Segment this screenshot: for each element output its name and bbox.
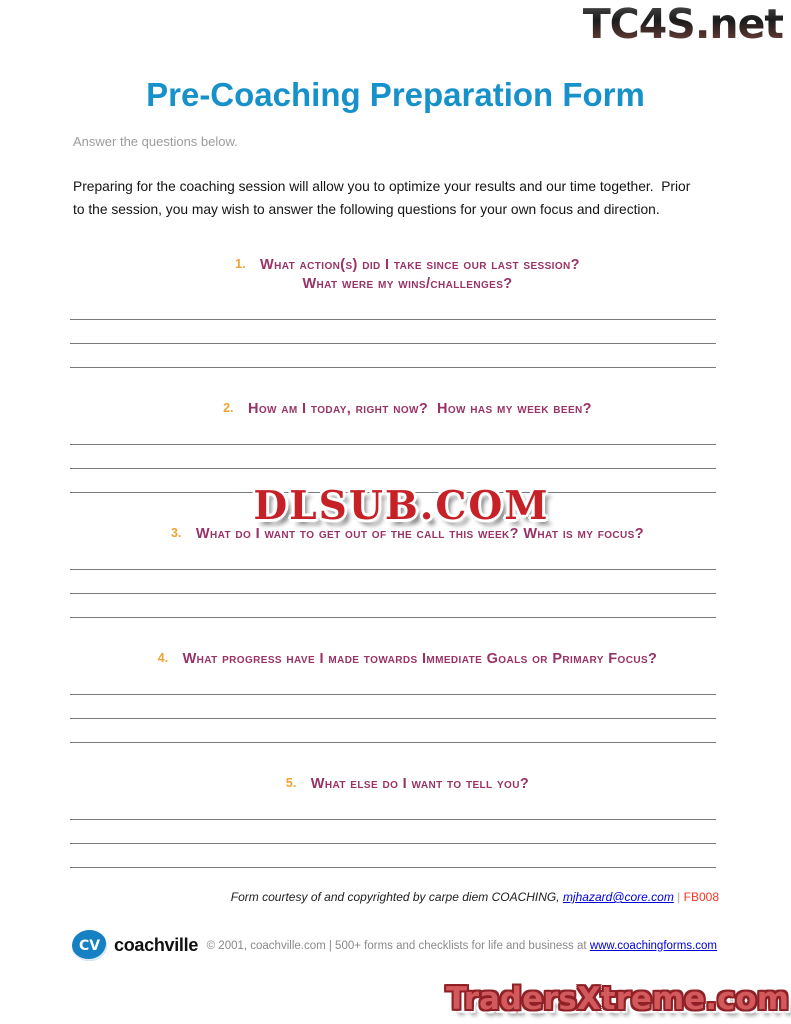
question-5-text: What else do I want to tell you? [310,776,530,792]
question-1-text: What action(s) did I take since our last session? [259,257,580,273]
footer-brand-row [72,930,717,961]
intro-paragraph [73,176,791,221]
coachville-logo [72,930,198,961]
question-1-title [0,255,791,294]
cv-logo-icon [72,930,107,961]
coachville-wordmark: coachville [114,935,199,955]
watermark-dlsub: DLSUB.COM [253,483,550,529]
question-1-answer-area [70,294,716,368]
question-2-number: 2. [223,401,234,415]
question-3-answer-area [70,544,716,618]
copyright-line [207,940,717,952]
watermark-tradersxtreme: TradersXtreme.com [445,981,789,1017]
question-2-text: How am I today, right now? How has my week been? [247,401,592,417]
question-3-text: What do I want to get out of the call this week? What is my focus? [195,526,645,542]
question-5-title [0,774,791,794]
form-instruction: Answer the questions below. [73,134,238,149]
intro-line-1: Preparing for the coaching session will allow you to optimize your results and our time together. Prior [73,179,691,194]
answer-line [70,695,716,719]
form-code: FB008 [683,890,719,904]
question-block-2 [0,399,791,493]
answer-line [70,419,716,445]
answer-line [70,820,716,844]
credit-separator: | [677,890,681,904]
question-4-answer-area [70,669,716,743]
question-block-5 [0,774,791,868]
cv-logo-initials: CV [78,937,101,954]
question-3-number: 3. [170,526,182,540]
answer-line [70,844,716,868]
email-link[interactable]: mjhazard@core.com [562,890,674,904]
answer-line [70,594,716,618]
intro-line-2: to the session, you may wish to answer the following questions for your own focus and direction. [73,201,660,217]
question-5-answer-area [70,794,716,868]
question-2-answer-area [70,419,716,493]
question-block-4 [0,649,791,743]
answer-line [70,544,716,570]
answer-line [70,320,716,344]
answer-line [70,719,716,743]
coachingforms-link[interactable]: www.coachingforms.com [589,939,717,952]
watermark-tc4s: TC4S.net [582,0,783,48]
answer-line [70,794,716,820]
copyright-text: © 2001, coachville.com | 500+ forms and checklists for life and business at [206,939,587,952]
answer-line [70,294,716,320]
question-1-text-line2: What were my wins/challenges? [302,276,513,292]
question-block-1 [0,255,791,368]
answer-line [70,570,716,594]
credit-line [0,890,719,904]
question-5-number: 5. [285,776,297,790]
question-4-text: What progress have I made towards Immediate Goals or Primary Focus? [182,651,658,667]
answer-line [70,445,716,469]
question-1-number: 1. [235,257,246,271]
question-4-number: 4. [157,651,169,665]
answer-line [70,669,716,695]
question-4-title [0,649,791,669]
answer-line [70,344,716,368]
question-block-3 [0,524,791,618]
question-2-title [0,399,791,419]
page-title: Pre-Coaching Preparation Form [146,76,645,113]
credit-text: Form courtesy of and copyrighted by carpe diem COACHING, [230,890,560,904]
